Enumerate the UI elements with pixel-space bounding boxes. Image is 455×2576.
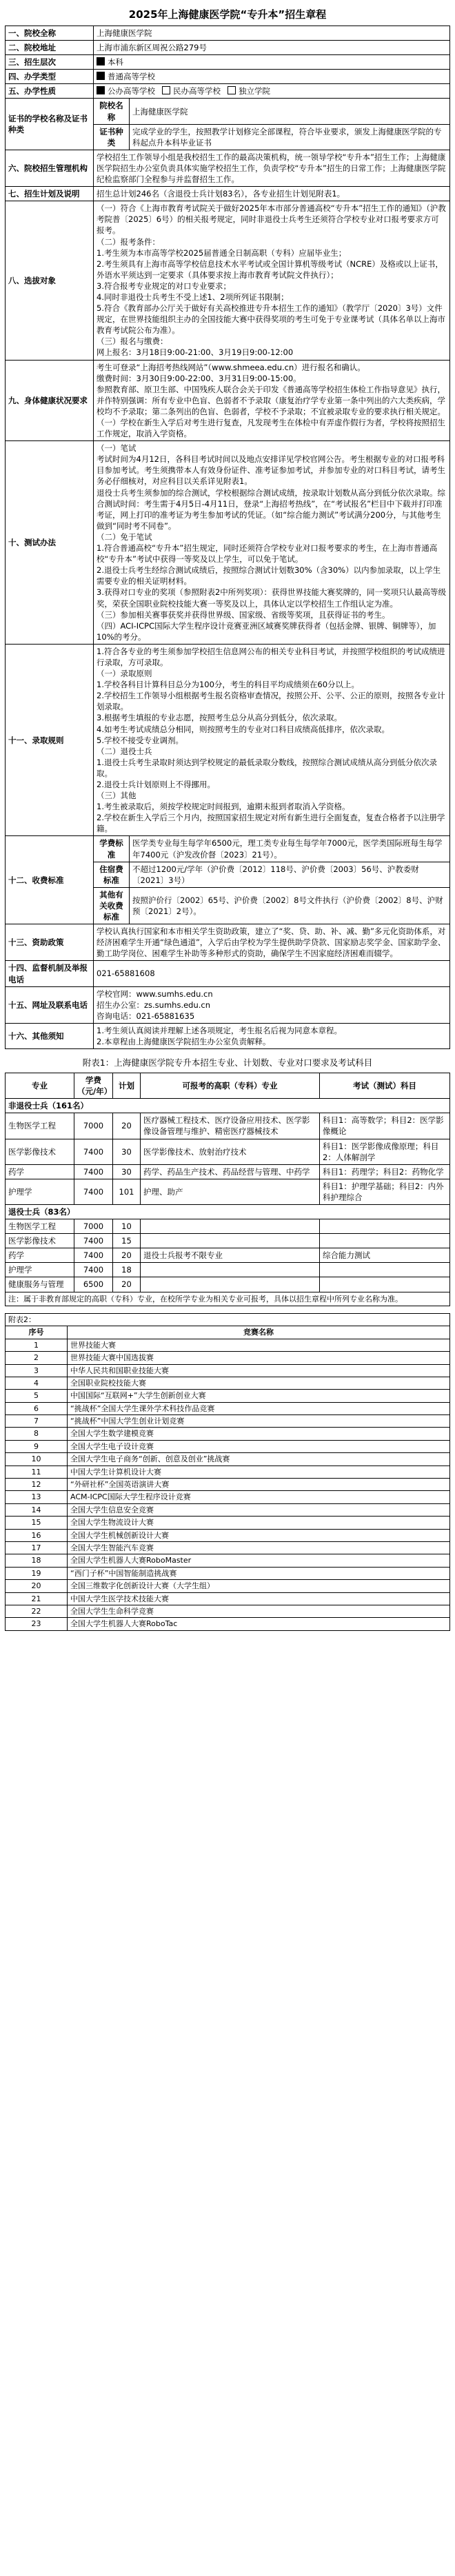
related-cell: 护理、助产 [141,1179,320,1204]
row-content: 学校招生工作领导小组是我校招生工作的最高决策机构，统一领导学校“专升本”招生工作；上海健康医学院招生办公室负责具体实施学校招生工作，负责学校“专升本”招生的日常工作；上海健康医学院纪检监察部门全程参与并监督招生工作。 [94,150,450,186]
option-label: 本科 [108,57,123,68]
paragraph: （三）参加相关赛事获奖并获得世界级、国家级、省级等奖项，且获得证书的考生。 [97,609,390,620]
plan-cell: 15 [113,1234,141,1248]
competition-cell: ACM-ICPC国际大学生程序设计竞赛 [68,1491,450,1503]
related-cell [141,1277,320,1292]
fee-type: 住宿费标准 [94,862,130,887]
contact-line[interactable]: 咨询电话：021-65881635 [97,1011,195,1021]
exam-cell [320,1219,450,1234]
row-label: 三、招生层次 [6,55,94,70]
table-row [6,1529,450,1541]
charter-row [6,41,450,55]
paragraph: 3.获得对口专业的奖项（参照附表2中所列奖项）：获得世界技能大赛奖牌的，同一奖项只认最高等级奖，荣获全国职业院校技能大赛一等奖及以上，具体认定以学校招生工作组认定为准。 [97,587,447,609]
paragraph: （三）其他 [97,791,136,801]
row-content: 上海市浦东新区周祝公路279号 [94,41,450,55]
sub-label: 院校名称 [94,99,130,124]
competition-cell: “外研社杯”全国英语演讲大赛 [68,1479,450,1491]
competition-cell: 全国大学生数学建模竞赛 [68,1428,450,1440]
paragraph: （三）报名与缴费： [97,336,168,347]
row-label: 证书的学校名称及证书种类 [6,99,94,150]
table-row [6,1248,450,1263]
related-cell: 药学、药品生产技术、药品经营与管理、中药学 [141,1164,320,1179]
paragraph: 1.考生被录取后，须按学校规定时间报到，逾期未报到者取消入学资格。 [97,802,350,812]
fee-cell: 7400 [74,1234,113,1248]
index-cell: 15 [6,1517,68,1529]
paragraph: （一）符合《上海市教育考试院关于做好2025年本市部分普通高校“专升本”招生工作的通知》（沪教考院普〔2025〕6号）的相关报考规定，同时非退役士兵考生还须符合学校专业对口报考要求方可报考。 [97,203,446,236]
competition-cell: 全国大学生生命科学竞赛 [68,1605,450,1617]
checkbox-icon [162,86,170,94]
fee-cell: 7400 [74,1263,113,1277]
group-label: 退役士兵（83名） [6,1205,450,1219]
index-cell: 4 [6,1377,68,1389]
paragraph: 退役士兵考生须参加的综合测试，学校根据综合测试成绩，按录取计划数从高分到低分依次录取。综合测试时间：考生需于4月5日-4月11日，登录“上海招考热线”，在“考试报名”栏目中下载并打印准考证，网上打印的准考证为考生参加考试的凭证。（如“综合能力测试”考试满分200分，与其他考生做到“同时考不同卷”。 [97,487,445,531]
paragraph: 考生可登录“上海招考热线网站”（www.shmeea.edu.cn）进行报名和确认。 [97,362,365,372]
index-cell: 9 [6,1440,68,1452]
option [162,86,221,96]
competition-cell: 中国大学生计算机设计大赛 [68,1466,450,1478]
competition-cell: 世界技能大赛 [68,1339,450,1351]
column-header: 专业 [6,1073,74,1099]
paragraph: （四）ACI-ICPC国际大学生程序设计竞赛亚洲区域赛奖牌获得者（包括金牌、银牌、铜牌等），加10%的考分。 [97,620,436,642]
paragraph: 网上报名：3月18日9:00-21:00、3月19日9:00-12:00 [97,347,294,358]
row-label: 十四、监督机制及举报电话 [6,961,94,986]
sub-value: 完成学业的学生，按照教学计划修完全部课程，符合毕业要求，颁发上海健康医学院的专科起点升本科毕业证书 [130,124,450,150]
charter-row [6,99,450,124]
table-row [6,1234,450,1248]
competition-cell: 全国职业院校技能大赛 [68,1377,450,1389]
major-cell: 护理学 [6,1179,74,1204]
charter-row [6,644,450,836]
competition-cell: 中国大学生医学技术技能大赛 [68,1592,450,1605]
paragraph: 考试时间为4月12日，各科目考试时间以及地点安排详见学校官网公告。考生根据专业的对口报考科目参加考试。考生须携带本人有效身份证件、准考证参加考试，并参加专业的对口科目考试，请考生务必仔细核对，对应科目以关系详见附表1。 [97,454,445,487]
table-row [6,1466,450,1478]
checkbox-icon [97,86,105,94]
row-content: 021-65881608 [94,961,450,986]
plan-cell: 20 [113,1277,141,1292]
paragraph: 1.符合各专业的考生须参加学校招生信息网公布的相关专业科目考试，并按照学校组织的考试成绩进行录取，方可录取。 [97,646,445,667]
index-cell: 13 [6,1491,68,1503]
row-label: 六、院校招生管理机构 [6,150,94,186]
checkbox-icon [97,57,105,65]
row-label: 五、办学性质 [6,84,94,99]
row-content [94,644,450,836]
major-cell: 健康服务与管理 [6,1277,74,1292]
row-label: 十一、录取规则 [6,644,94,836]
major-cell: 生物医学工程 [6,1219,74,1234]
row-content [94,986,450,1023]
document-title: 2025年上海健康医学院“专升本”招生章程 [128,8,327,21]
charter-row [6,986,450,1023]
table-row [6,1428,450,1440]
index-cell: 23 [6,1618,68,1630]
contact-line[interactable]: 招生办公室：zs.sumhs.edu.cn [97,1000,211,1010]
row-label: 二、院校地址 [6,41,94,55]
group-row [6,1099,450,1113]
paragraph: （一）笔试 [97,443,136,454]
paragraph: 1.学校各科目计算科目总分为100分，考生的科目平均成绩须在60分以上。 [97,680,360,690]
exam-cell [320,1277,450,1292]
appendix1-title: 附表1：上海健康医学院专升本招生专业、计划数、专业对口要求及考试科目 [82,1057,373,1068]
row-content [94,55,450,70]
option-label: 民办高等学校 [173,86,221,97]
table-row [6,1164,450,1179]
charter-row [6,70,450,84]
index-cell: 18 [6,1554,68,1567]
competition-cell: “挑战杯”中国大学生创业计划竞赛 [68,1415,450,1428]
competition-cell: 全国大学生电子商务“创新、创意及创业”挑战赛 [68,1453,450,1466]
group-label: 非退役士兵（161名） [6,1099,450,1113]
plan-cell: 20 [113,1113,141,1139]
paragraph: （二）报考条件： [97,236,160,247]
plan-cell: 30 [113,1164,141,1179]
index-cell: 5 [6,1390,68,1402]
row-label: 十、测试办法 [6,441,94,645]
table-row [6,1580,450,1592]
major-cell: 药学 [6,1164,74,1179]
competition-cell: 全国大学生物流设计大赛 [68,1517,450,1529]
paragraph: 2.学校招生工作领导小组根据考生报名资格审查情况，按照公开、公平、公正的原则，按照各专业计划录取。 [97,691,445,712]
charter-row [6,961,450,986]
index-cell: 20 [6,1580,68,1592]
appendix2-table [5,1313,450,1631]
row-label: 七、招生计划及说明 [6,187,94,201]
row-label: 九、身体健康状况要求 [6,360,94,441]
charter-row [6,441,450,645]
table-row [6,1402,450,1414]
table-row [6,1219,450,1234]
competition-cell: 全国大学生机器人大赛RoboMaster [68,1554,450,1567]
paragraph: 1.退役士兵考生录取时须达到学校规定的最低录取分数线，按照综合测试成绩从高分到低分依次录取。 [97,757,437,778]
table-row [6,1113,450,1139]
index-cell: 2 [6,1352,68,1364]
index-cell: 7 [6,1415,68,1428]
fee-row [6,836,450,862]
row-label: 十二、收费标准 [6,836,94,924]
fee-value: 按照沪价行〔2002〕65号、沪价费〔2002〕8号文件执行（沪价费〔2002〕8号、沪财预〔2021〕2号）。 [130,887,450,924]
paragraph: 3.符合报考专业规定的对口专业要求； [97,281,231,291]
notice-line: 1.考生须认真阅读并理解上述各项规定，考生报名后视为同意本章程。 [97,1025,342,1035]
fee-type: 学费标准 [94,836,130,862]
row-content [94,70,450,84]
table-row [6,1352,450,1364]
paragraph: （一）学校在新生入学后对考生进行复查，凡发现考生在体检中有弄虚作假行为者，学校将按照招生工作规定，取消入学资格。 [97,418,445,439]
charter-row [6,26,450,41]
charter-row [6,360,450,441]
row-label: 四、办学类型 [6,70,94,84]
competition-cell: 全国三维数字化创新设计大赛（大学生组） [68,1580,450,1592]
fee-value: 医学类专业每生每学年6500元，理工类专业每生每学年7000元，医学类国际班每生每学年7400元（沪发改价督〔2023〕21号）。 [130,836,450,862]
index-cell: 14 [6,1503,68,1516]
row-content [94,360,450,441]
appendix1-note: 注：属于非教育部规定的高职（专科）专业，在校所学专业为相关专业可报考，具体以招生章程中所列专业名称为准。 [5,1292,450,1306]
charter-row [6,55,450,70]
fee-cell: 7400 [74,1179,113,1204]
fee-type: 其他有关收费标准 [94,887,130,924]
index-cell: 1 [6,1339,68,1351]
table-row [6,1491,450,1503]
table-row [6,1453,450,1466]
exam-cell [320,1234,450,1248]
option-label: 公办高等学校 [108,86,155,97]
competition-cell: 中国国际“互联网+”大学生创新创业大赛 [68,1390,450,1402]
paragraph: 1.符合普通高校“专升本”招生规定，同时还须符合学校专业对口报考要求的考生，在上海市普通高校“专升本”考试中获得一等奖及以上学生，可以免于笔试。 [97,543,438,565]
competition-cell: “西门子杯”中国智能制造挑战赛 [68,1567,450,1579]
competition-cell: 全国大学生电子设计竞赛 [68,1440,450,1452]
index-cell: 11 [6,1466,68,1478]
related-cell [141,1263,320,1277]
charter-row [6,924,450,961]
table-row [6,1364,450,1377]
column-header: 计划 [113,1073,141,1099]
table-row [6,1567,450,1579]
fee-value: 不超过1200元/学年（沪价费〔2012〕118号、沪价费〔2003〕56号、沪教委财〔2021〕3号） [130,862,450,887]
table-row [6,1541,450,1554]
paragraph: 5.学校不接受专业调剂。 [97,735,183,745]
paragraph: 2.考生须具有上海市高等学校信息技术水平考试或全国计算机等级考试（NCRE）及格或以上证书，外语水平须达到一定要求（具体要求按上海市教育考试院文件执行）； [97,258,443,280]
row-content [94,441,450,645]
checkbox-icon [97,72,105,80]
row-label: 十三、资助政策 [6,924,94,961]
related-cell: 退役士兵报考不限专业 [141,1248,320,1263]
charter-table [5,26,450,1049]
table-row [6,1179,450,1204]
fee-cell: 7400 [74,1164,113,1179]
paragraph: 2.退役士兵计划原则上不得挪用。 [97,780,215,789]
paragraph: 3.根据考生填报的专业志愿，按照考生总分从高分到低分，依次录取。 [97,713,342,723]
group-row [6,1205,450,1219]
paragraph: 5.符合《教育部办公厅关于做好有关高校推进专升本招生工作的通知》（教学厅〔2020〕3号）文件规定，在世界技能组织主办的全国技能大赛中获得奖项的考生可免于专业课考试（具体名单以上海市教育考试院公布为准）。 [97,303,445,336]
table-row [6,1263,450,1277]
index-cell: 12 [6,1479,68,1491]
competition-cell: 中华人民共和国职业技能大赛 [68,1364,450,1377]
competition-cell: 全国大学生机器人大赛RoboTac [68,1618,450,1630]
paragraph: 1.考生须为本市高等学校2025届普通全日制高职（专科）应届毕业生； [97,247,347,258]
option-label: 独立学院 [239,86,270,97]
column-header: 竞赛名称 [68,1326,450,1339]
option [228,86,270,96]
index-cell: 3 [6,1364,68,1377]
table-row [6,1139,450,1164]
competition-cell: 世界技能大赛中国选拔赛 [68,1352,450,1364]
major-cell: 医学影像技术 [6,1139,74,1164]
plan-cell: 101 [113,1179,141,1204]
related-cell [141,1219,320,1234]
table-row [6,1618,450,1630]
index-cell: 22 [6,1605,68,1617]
row-content [94,1023,450,1048]
index-cell: 10 [6,1453,68,1466]
option [97,72,155,81]
paragraph: 参照教育部、原卫生部、中国残疾人联合会关于印发《普通高等学校招生体检工作指导意见》执行，并作特别强调：所有专业中色盲、色弱者不予录取（康复治疗学专业第一条中列出的六大类疾病，学校均不予录取；第二条列出的色盲、色弱者，学校不予录取；不宜被录取专业的要求执行相关规定。 [97,384,445,416]
exam-cell: 科目1：药理学；科目2：药物化学 [320,1164,450,1179]
related-cell: 医学影像技术、放射治疗技术 [141,1139,320,1164]
charter-row [6,1023,450,1048]
appendix1-table [5,1073,450,1292]
major-cell: 生物医学工程 [6,1113,74,1139]
table-row [6,1479,450,1491]
appendix2-title: 附表2： [6,1313,450,1326]
table-row [6,1503,450,1516]
competition-cell: 全国大学生机械创新设计大赛 [68,1529,450,1541]
index-cell: 17 [6,1541,68,1554]
charter-row [6,150,450,186]
row-content: 上海健康医学院 [94,26,450,41]
charter-row [6,84,450,99]
column-header: 序号 [6,1326,68,1339]
paragraph: 4.同时非退役士兵考生不受上述1、2项所列证书限制； [97,292,289,302]
fee-cell: 7400 [74,1248,113,1263]
table-row [6,1440,450,1452]
sub-label: 证书种类 [94,124,130,150]
option [97,86,155,96]
paragraph: （二）退役士兵 [97,746,152,756]
fee-cell: 7000 [74,1219,113,1234]
fee-cell: 6500 [74,1277,113,1292]
exam-cell: 科目1：护理学基础；科目2：内外科护理综合 [320,1179,450,1204]
related-cell [141,1234,320,1248]
table-row [6,1415,450,1428]
column-header: 考试（测试）科目 [320,1073,450,1099]
row-content [94,201,450,360]
charter-row [6,201,450,360]
notice-line: 2.本章程由上海健康医学院招生办公室负责解释。 [97,1036,271,1046]
table-row [6,1554,450,1567]
exam-cell [320,1263,450,1277]
index-cell: 16 [6,1529,68,1541]
fee-cell: 7400 [74,1139,113,1164]
paragraph: （二）免于笔试 [97,531,152,542]
table-row [6,1517,450,1529]
plan-cell: 18 [113,1263,141,1277]
page [5,0,450,1631]
paragraph: 4.如考生考试成绩总分相同，则按照考生的专业对口科目成绩高低排序，依次录取。 [97,724,390,734]
index-cell: 19 [6,1567,68,1579]
option-label: 普通高等学校 [108,72,155,82]
plan-cell: 10 [113,1219,141,1234]
row-content: 招生总计划246名（含退役士兵计划83名），各专业招生计划见附表1。 [94,187,450,201]
index-cell: 6 [6,1402,68,1414]
exam-cell: 科目1：高等数学；科目2：医学影像概论 [320,1113,450,1139]
paragraph: 2.学校在新生入学后三个月内，按照国家招生规定对所有新生进行全面复查，复查合格者予以注册学籍。 [97,813,445,834]
exam-cell: 综合能力测试 [320,1248,450,1263]
competition-cell: 全国大学生智能汽车竞赛 [68,1541,450,1554]
paragraph: 2.退役士兵考生经综合测试成绩后，按照综合测试计划数30%（含30%）以内参加录取，以上学生需要专业的相关证明材料。 [97,565,441,587]
plan-cell: 20 [113,1248,141,1263]
table-row [6,1592,450,1605]
row-label: 十五、网址及联系电话 [6,986,94,1023]
competition-cell: “挑战杯”全国大学生课外学术科技作品竞赛 [68,1402,450,1414]
option [97,57,123,67]
paragraph: 缴费时间：3月30日9:00-22:00、3月31日9:00-15:00。 [97,373,301,383]
column-header: 可报考的高职（专科）专业 [141,1073,320,1099]
major-cell: 医学影像技术 [6,1234,74,1248]
table-row [6,1605,450,1617]
table-row [6,1390,450,1402]
row-content [94,84,450,99]
table-row [6,1277,450,1292]
row-label: 八、选拔对象 [6,201,94,360]
table-row [6,1377,450,1389]
contact-line[interactable]: 学校官网：www.sumhs.edu.cn [97,988,213,999]
fee-cell: 7000 [74,1113,113,1139]
paragraph: （一）录取原则 [97,669,152,679]
charter-row [6,187,450,201]
row-label: 一、院校全称 [6,26,94,41]
major-cell: 药学 [6,1248,74,1263]
column-header: 学费（元/年） [74,1073,113,1099]
sub-value: 上海健康医学院 [130,99,450,124]
competition-cell: 全国大学生信息安全竞赛 [68,1503,450,1516]
checkbox-icon [228,86,236,94]
row-label: 十六、其他须知 [6,1023,94,1048]
index-cell: 21 [6,1592,68,1605]
plan-cell: 30 [113,1139,141,1164]
row-content: 学校认真执行国家和本市相关学生资助政策，建立了“奖、贷、助、补、减、勤”多元化资助体系，对经济困难学生开通“绿色通道”，入学后由学校为学生提供助学贷款、国家励志奖学金、国家助学金、勤工助学岗位、困难学生补助等多种形式的资助，确保学生不因家庭经济困难而辍学。 [94,924,450,961]
exam-cell: 科目1：医学影像成像原理；科目2：人体解剖学 [320,1139,450,1164]
table-row [6,1339,450,1351]
index-cell: 8 [6,1428,68,1440]
related-cell: 医疗器械工程技术、医疗设备应用技术、医学影像设备管理与维护、精密医疗器械技术 [141,1113,320,1139]
major-cell: 护理学 [6,1263,74,1277]
